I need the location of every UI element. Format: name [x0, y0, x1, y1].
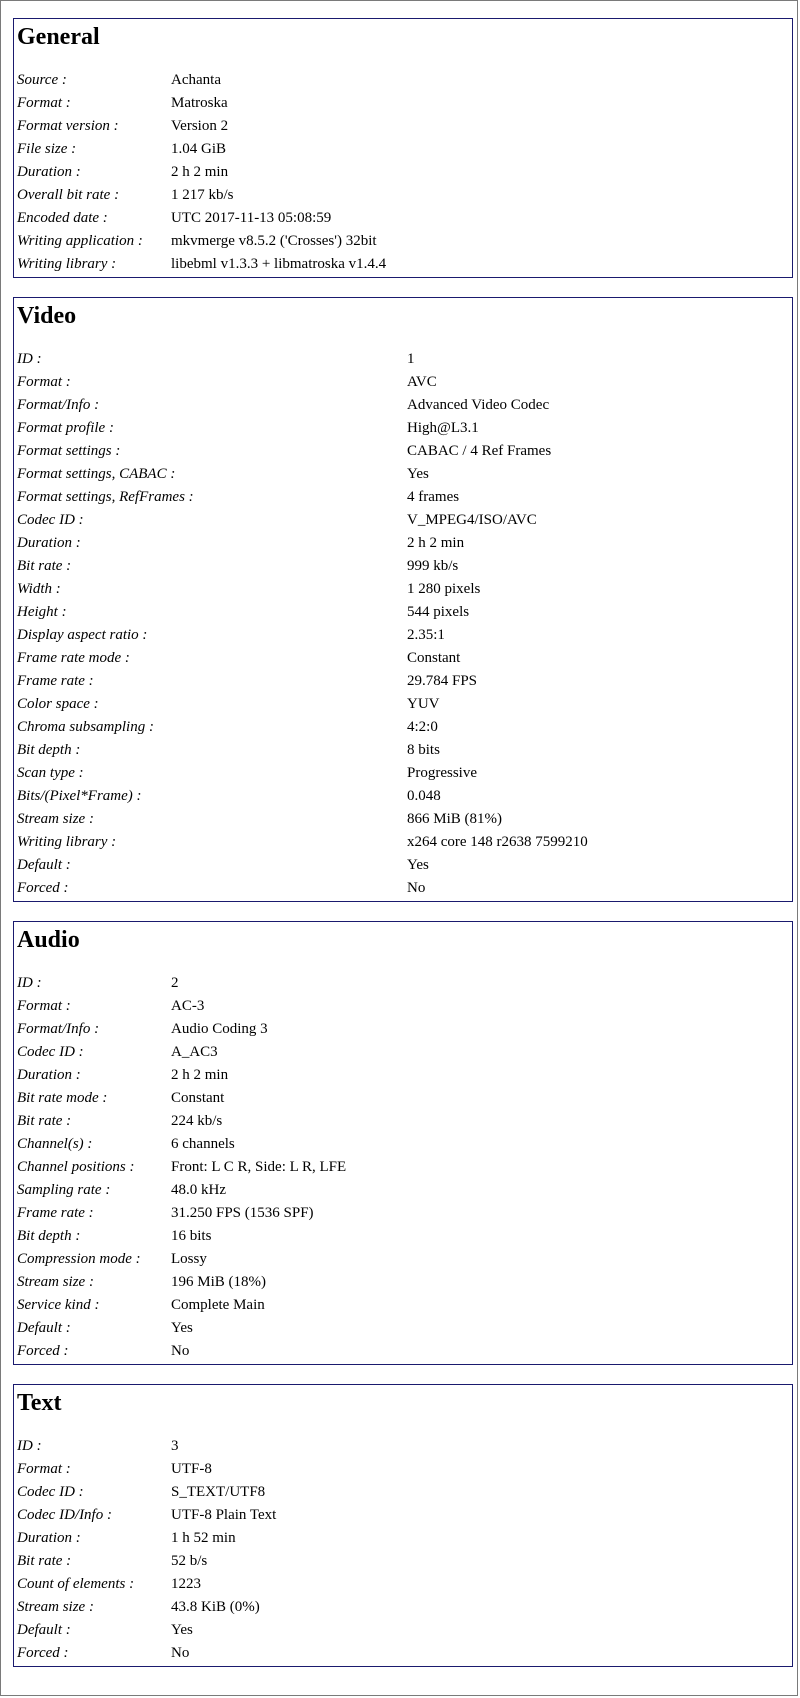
info-key: ID :	[17, 975, 42, 991]
info-value: 224 kb/s	[171, 1113, 223, 1129]
info-key: Writing application :	[17, 233, 143, 249]
info-key: Encoded date :	[17, 210, 108, 226]
info-key: Bit rate :	[17, 1553, 72, 1569]
info-value: No	[407, 880, 426, 896]
info-key: Bit rate :	[17, 558, 72, 574]
info-key: Chroma subsampling :	[17, 719, 154, 735]
info-value: 1.04 GiB	[171, 141, 227, 157]
info-key: Frame rate :	[17, 1205, 94, 1221]
info-key: Height :	[17, 604, 67, 620]
section-title: Audio	[17, 927, 80, 953]
info-value: 31.250 FPS (1536 SPF)	[171, 1205, 314, 1221]
info-value: 2 h 2 min	[171, 1067, 229, 1083]
info-key: Bit rate mode :	[17, 1090, 108, 1106]
info-key: Bit depth :	[17, 1228, 81, 1244]
info-value: No	[171, 1343, 190, 1359]
info-key: Frame rate :	[17, 673, 94, 689]
info-value: libebml v1.3.3 + libmatroska v1.4.4	[171, 256, 387, 272]
info-value: 16 bits	[171, 1228, 212, 1244]
info-key: Duration :	[17, 1067, 81, 1083]
info-key: Forced :	[17, 1343, 69, 1359]
info-value: 866 MiB (81%)	[407, 811, 502, 827]
info-value: 4:2:0	[407, 719, 438, 735]
info-key: ID :	[17, 1438, 42, 1454]
info-value: Yes	[407, 466, 429, 482]
info-key: Bit depth :	[17, 742, 81, 758]
info-key: Codec ID :	[17, 512, 84, 528]
info-key: Codec ID :	[17, 1484, 84, 1500]
section-audio	[13, 921, 793, 1365]
info-value: AVC	[407, 374, 437, 390]
info-value: A_AC3	[171, 1044, 218, 1060]
info-value: Constant	[407, 650, 461, 666]
info-key: Default :	[17, 1622, 71, 1638]
info-key: Channel(s) :	[17, 1136, 93, 1152]
info-key: Bit rate :	[17, 1113, 72, 1129]
info-key: Duration :	[17, 535, 81, 551]
info-key: Bits/(Pixel*Frame) :	[17, 788, 142, 804]
info-key: Format settings :	[17, 443, 121, 459]
info-key: Format profile :	[17, 420, 114, 436]
info-value: Matroska	[171, 95, 228, 111]
info-key: ID :	[17, 351, 42, 367]
info-value: 544 pixels	[407, 604, 470, 620]
info-key: Channel positions :	[17, 1159, 135, 1175]
info-value: Progressive	[407, 765, 477, 781]
section-title: Video	[17, 303, 77, 329]
info-key: Duration :	[17, 1530, 81, 1546]
info-value: Audio Coding 3	[171, 1021, 268, 1037]
info-value: V_MPEG4/ISO/AVC	[407, 512, 537, 528]
info-value: 52 b/s	[171, 1553, 208, 1569]
info-key: Scan type :	[17, 765, 84, 781]
info-value: 1 h 52 min	[171, 1530, 236, 1546]
info-value: S_TEXT/UTF8	[171, 1484, 266, 1500]
info-key: Duration :	[17, 164, 81, 180]
info-value: mkvmerge v8.5.2 ('Crosses') 32bit	[171, 233, 377, 249]
info-value: 2.35:1	[407, 627, 445, 643]
info-key: Sampling rate :	[17, 1182, 111, 1198]
info-value: 3	[171, 1438, 179, 1454]
info-key: Writing library :	[17, 256, 117, 272]
info-value: 0.048	[407, 788, 441, 804]
info-value: 43.8 KiB (0%)	[171, 1599, 260, 1615]
info-value: 2 h 2 min	[171, 164, 229, 180]
info-value: Lossy	[171, 1251, 207, 1267]
info-value: Constant	[171, 1090, 225, 1106]
info-value: Front: L C R, Side: L R, LFE	[171, 1159, 347, 1175]
info-key: Frame rate mode :	[17, 650, 130, 666]
info-value: 1	[407, 351, 415, 367]
info-value: 29.784 FPS	[407, 673, 478, 689]
info-value: 48.0 kHz	[171, 1182, 226, 1198]
info-value: 999 kb/s	[407, 558, 459, 574]
info-key: Writing library :	[17, 834, 117, 850]
section-general	[13, 18, 793, 278]
info-key: Count of elements :	[17, 1576, 135, 1592]
info-key: Format :	[17, 1461, 71, 1477]
info-key: Format/Info :	[17, 397, 100, 413]
info-key: Color space :	[17, 696, 99, 712]
info-value: Advanced Video Codec	[407, 397, 550, 413]
info-key: Forced :	[17, 1645, 69, 1661]
section-title: Text	[17, 1390, 62, 1416]
info-key: Format settings, RefFrames :	[17, 489, 194, 505]
info-key: File size :	[17, 141, 77, 157]
info-value: CABAC / 4 Ref Frames	[407, 443, 552, 459]
info-value: YUV	[407, 696, 440, 712]
info-value: 4 frames	[407, 489, 460, 505]
info-value: 196 MiB (18%)	[171, 1274, 266, 1290]
info-key: Format :	[17, 95, 71, 111]
info-value: UTC 2017-11-13 05:08:59	[171, 210, 332, 226]
section-text	[13, 1384, 793, 1667]
info-value: Yes	[171, 1320, 193, 1336]
info-key: Stream size :	[17, 1599, 94, 1615]
info-key: Forced :	[17, 880, 69, 896]
info-value: 6 channels	[171, 1136, 235, 1152]
info-key: Service kind :	[17, 1297, 100, 1313]
info-value: Yes	[407, 857, 429, 873]
info-key: Compression mode :	[17, 1251, 141, 1267]
info-key: Overall bit rate :	[17, 187, 120, 203]
info-key: Width :	[17, 581, 61, 597]
section-video	[13, 297, 793, 902]
info-value: 1223	[171, 1576, 201, 1592]
section-title: General	[17, 24, 100, 50]
info-key: Source :	[17, 72, 67, 88]
info-value: x264 core 148 r2638 7599210	[407, 834, 588, 850]
info-value: Version 2	[171, 118, 229, 134]
info-key: Stream size :	[17, 1274, 94, 1290]
info-key: Codec ID :	[17, 1044, 84, 1060]
info-value: No	[171, 1645, 190, 1661]
info-value: Complete Main	[171, 1297, 265, 1313]
info-value: UTF-8 Plain Text	[171, 1507, 277, 1523]
info-key: Display aspect ratio :	[17, 627, 148, 643]
info-value: High@L3.1	[407, 420, 479, 436]
info-value: 1 280 pixels	[407, 581, 481, 597]
info-key: Format :	[17, 998, 71, 1014]
info-key: Default :	[17, 857, 71, 873]
info-value: AC-3	[171, 998, 205, 1014]
info-key: Format settings, CABAC :	[17, 466, 176, 482]
info-value: 2	[171, 975, 179, 991]
info-key: Format :	[17, 374, 71, 390]
info-key: Format/Info :	[17, 1021, 100, 1037]
info-key: Format version :	[17, 118, 119, 134]
info-value: 2 h 2 min	[407, 535, 465, 551]
info-key: Stream size :	[17, 811, 94, 827]
info-key: Codec ID/Info :	[17, 1507, 112, 1523]
info-value: 8 bits	[407, 742, 440, 758]
info-value: 1 217 kb/s	[171, 187, 234, 203]
info-value: Achanta	[171, 72, 221, 88]
info-key: Default :	[17, 1320, 71, 1336]
info-value: UTF-8	[171, 1461, 212, 1477]
info-value: Yes	[171, 1622, 193, 1638]
